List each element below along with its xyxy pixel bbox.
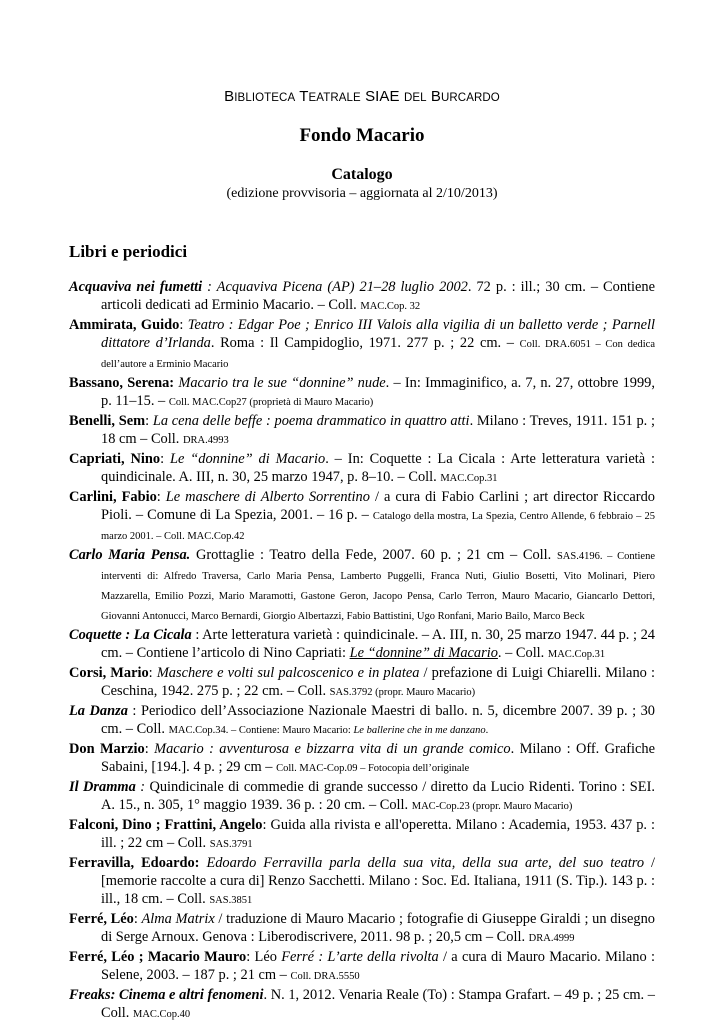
entry-text: . – Coll. (497, 645, 548, 661)
library-name-rest: EATRALE (308, 92, 361, 104)
entry-text: : (133, 911, 142, 927)
entry-text: Capriati, Nino (69, 451, 161, 467)
entry-text: / traduzione di Mauro Macario ; fotografie di Giuseppe Giraldi ; un disegno di Serge Arnoux. Genova : Liberodiscrivere, 2011. 98 p. ; 20,5 cm – Coll. (101, 911, 655, 945)
entry-text: SAS.4196. – Contiene interventi di: Alfredo Traversa, Carlo Maria Pensa, Lamberto Puggelli, Franca Nuti, Giulio Bosetti, Vito Molinari, Piero Mazzarella, Emilio Pozzi, Mario Maramotti, Gastone Geron, Jacopo Pensa, Carlo Terron, Mauro Macario, Giancarlo Dettori, Giovanni Antonucci, Marco Bernardi, Giorgio Albertazzi, Fabio Battistini, Ugo Ronfani, Mario Bailo, Marco Beck (101, 551, 655, 622)
entry-text: Freaks: Cinema e altri fenomeni (69, 987, 264, 1003)
library-name-rest: IBLIOTECA (234, 92, 296, 104)
entry-text: Catalogo della mostra, La Spezia, Centro Allende, 6 febbraio – 25 marzo 2001. – Coll. MAC.Cop.42 (101, 511, 656, 542)
entry-text: Coll. MAC.Cop27 (proprietà di Mauro Macario) (168, 397, 374, 408)
entry-text: . – In: Coquette : La Cicala : Arte letteratura varietà : quindicinale. A. III, n. 30, 25 marzo 1947, p. 8–10. – Coll. (101, 451, 655, 485)
entry-text: : (156, 489, 166, 505)
entry-text: : Léo (246, 949, 282, 965)
catalog-entry (69, 278, 655, 316)
catalog-entries (69, 278, 655, 1024)
catalog-entry (69, 450, 655, 488)
entry-text: Le “donnine” di Macario (169, 451, 326, 467)
entry-text: Coll. DRA.5550 (290, 971, 360, 982)
entry-text: Ferravilla, Edoardo: (69, 855, 200, 871)
entry-text: MAC.Cop.40 (133, 1009, 191, 1020)
catalog-entry (69, 778, 655, 816)
entry-text: MAC.Cop.31 (440, 473, 498, 484)
entry-text: : (135, 779, 150, 795)
entry-text: Bassano, Serena: (69, 375, 175, 391)
fondo-title: Fondo Macario (299, 125, 425, 146)
entry-text: Ammirata, Guido (69, 317, 180, 333)
entry-text: Ferré, Léo ; Macario Mauro (69, 949, 247, 965)
entry-text: Maschere e volti sul palcoscenico e in platea (156, 665, 420, 681)
entry-text: Carlo Maria Pensa. (69, 547, 191, 563)
entry-text: DRA.4999 (528, 933, 575, 944)
entry-text: MAC.Cop.31 (547, 649, 606, 660)
entry-text: / a cura di Mauro Macario. Milano : Selene, 2003. – 187 p. ; 21 cm – (101, 949, 655, 983)
entry-text: Il Dramma (69, 779, 136, 795)
entry-text: : Acquaviva Picena (AP) 21–28 luglio 2002 (202, 279, 468, 295)
entry-text: Le “donnine” di Macario (349, 645, 498, 661)
entry-text: SAS.3851 (209, 895, 253, 906)
entry-text: Edoardo Ferravilla parla della sua vita, della sua arte, del suo teatro (206, 855, 645, 871)
catalog-entry (69, 488, 655, 546)
entry-text: DRA.4993 (182, 435, 229, 446)
entry-text: Benelli, Sem (69, 413, 146, 429)
entry-text: Le ballerine che in me danzano (353, 725, 486, 736)
catalog-entry (69, 546, 655, 626)
entry-text: Ferré : L’arte della rivolta (281, 949, 439, 965)
catalog-entry (69, 910, 655, 948)
section-heading: Libri e periodici (69, 242, 188, 261)
catalog-entry (69, 316, 655, 374)
library-name-cap: T (299, 88, 309, 105)
library-name (0, 88, 724, 105)
catalog-entry (69, 702, 655, 740)
entry-text: . – In: Immaginifico, a. 7, n. 27, ottobre 1999, p. 11–15. – (101, 375, 655, 409)
entry-text: MAC-Cop.23 (propr. Mauro Macario) (411, 801, 573, 812)
entry-text: Le maschere di Alberto Sorrentino (165, 489, 370, 505)
library-name-cap: B (430, 88, 441, 105)
catalog-entry (69, 412, 655, 450)
entry-text: MAC.Cop.34. – Contiene: Mauro Macario: (168, 725, 354, 736)
entry-text: : Arte letteratura varietà : quindicinale. – A. III, n. 30, 25 marzo 1947. 44 p. ; 24 cm. – Contiene l’articolo di Nino Capriati: (101, 627, 655, 661)
entry-text: Coquette : La Cicala (69, 627, 192, 643)
entry-text: Quindicinale di commedie di grande successo / diretto da Lucio Ridenti. Torino : SEI. A. 15., n. 305, 1° maggio 1939. 36 p. : 20 cm. – Coll. (101, 779, 655, 813)
catalog-entry (69, 664, 655, 702)
entry-text: Coll. DRA.6051 – Con dedica dell’autore a Erminio Macario (101, 339, 655, 370)
entry-text: : Periodico dell’Associazione Nazionale Maestri di ballo. n. 5, dicembre 2007. 39 p. ; 30 cm. – Coll. (101, 703, 655, 737)
entry-text: Grottaglie : Teatro della Fede, 2007. 60 p. ; 21 cm – Coll. (190, 547, 557, 563)
entry-text: . Milano : Treves, 1911. 151 p. ; 18 cm – Coll. (101, 413, 655, 447)
entry-text: La Danza (69, 703, 128, 719)
entry-text: Macario tra le sue “donnine” nude (178, 375, 386, 391)
entry-text: La cena delle beffe : poema drammatico in quattro atti (152, 413, 470, 429)
catalog-entry (69, 374, 655, 412)
entry-text: . N. 1, 2012. Venaria Reale (To) : Stampa Grafart. – 49 p. ; 25 cm. – Coll. (101, 987, 655, 1021)
entry-text: SAS.3792 (propr. Mauro Macario) (329, 687, 476, 698)
entry-text: : (160, 451, 170, 467)
library-name-cap: SIAE (365, 88, 400, 105)
entry-text: . (485, 725, 489, 736)
entry-text: . Milano : Off. Grafiche Sabaini, [194.]. 4 p. ; 29 cm – (101, 741, 655, 775)
entry-text: / a cura di Fabio Carlini ; art director Riccardo Pioli. – Comune di La Spezia, 2001. – 16 p. – (101, 489, 655, 523)
entry-text: / prefazione di Luigi Chiarelli. Milano : Ceschina, 1942. 275 p. ; 22 cm. – Coll. (101, 665, 655, 699)
entry-text: . Roma : Il Campidoglio, 1971. 277 p. ; 22 cm. – (210, 335, 520, 351)
entry-text: / [memorie raccolte a cura di] Renzo Sacchetti. Milano : Soc. Ed. Italiana, 1911 (S. Tip.). 143 p. : ill., 18 cm. – Coll. (101, 855, 655, 907)
catalog-entry (69, 854, 655, 910)
entry-text: : Guida alla rivista e all'operetta. Milano : Academia, 1953. 437 p. : ill. ; 22 cm – Coll. (101, 817, 656, 851)
catalog-entry (69, 626, 655, 664)
entry-text: : (179, 317, 188, 333)
entry-text: SAS.3791 (209, 839, 253, 850)
entry-text: Carlini, Fabio (69, 489, 157, 505)
edition-note: (edizione provvisoria – aggiornata al 2/10/2013) (226, 186, 498, 201)
entry-text: : (148, 665, 157, 681)
entry-text: Falconi, Dino ; Frattini, Angelo (69, 817, 263, 833)
entry-text: Corsi, Mario (69, 665, 149, 681)
entry-text: Teatro : Edgar Poe ; Enrico III Valois alla vigilia di un balletto verde ; Parnell dittatore d’Irlanda (101, 317, 655, 351)
library-name-rest: URCARDO (441, 92, 500, 104)
entry-text: Macario : avventurosa e bizzarra vita di un grande comico (154, 741, 511, 757)
entry-text: Acquaviva nei fumetti (69, 279, 203, 295)
library-name-rest: DEL (403, 92, 427, 104)
entry-text: Coll. MAC-Cop.09 – Fotocopia dell’originale (276, 763, 470, 774)
catalog-entry (69, 816, 655, 854)
entry-text: . 72 p. : ill.; 30 cm. – Contiene articoli dedicati ad Erminio Macario. – Coll. (101, 279, 655, 313)
entry-text: : (144, 741, 155, 757)
catalog-entry (69, 740, 655, 778)
entry-text: Alma Matrix (141, 911, 215, 927)
library-name-cap: B (224, 88, 235, 105)
entry-text: Ferré, Léo (69, 911, 134, 927)
entry-text: : (145, 413, 153, 429)
entry-text: MAC.Cop. 32 (360, 301, 421, 312)
entry-text: Don Marzio (69, 741, 145, 757)
catalog-entry (69, 986, 655, 1024)
catalog-title: Catalogo (331, 166, 393, 183)
catalog-entry (69, 948, 655, 986)
